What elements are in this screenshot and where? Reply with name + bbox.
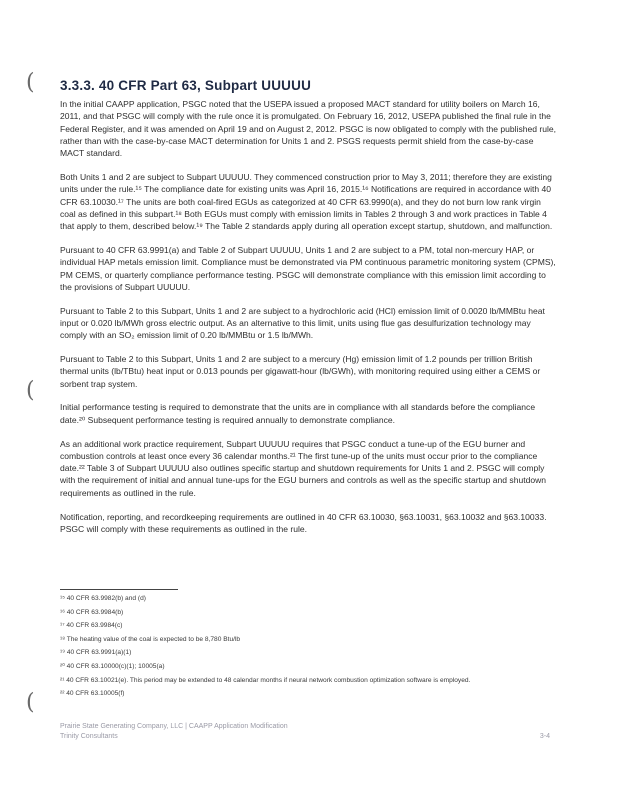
paragraph: In the initial CAAPP application, PSGC noted that the USEPA issued a proposed MACT standard for utility boilers on March 16, 2011, and that PSGC will comply with the rule once it is promulgated. On February 16, 2012, USEPA published the final rule in the Federal Register, and it was amended on April 19 and on August 2, 2012. PSGC is now obligated to comply with the published rule, rather than with the case-by-case MACT determination for Units 1 and 2. PSGS requests permit shield from the case-by-case MACT standard. bbox=[60, 99, 557, 159]
paragraph: Both Units 1 and 2 are subject to Subpart UUUUU. They commenced construction prior to May 3, 2011; therefore they are existing units under the rule.¹⁵ The compliance date for existing units was April 16, 2015.¹⁶ Notifications are required in accordance with 40 CFR 63.10030.¹⁷ The units are both coal-fired EGUs as categorized at 40 CFR 63.9990(a), and they do not burn low rank virgin coal as defined in this subpart.¹⁸ Both EGUs must comply with emission limits in Tables 2 through 3 and work practices in Table 4 that apply to them, described below.¹⁹ The Table 2 standards apply during all operation except startup, shutdown, and malfunction. bbox=[60, 171, 553, 232]
footnote: ¹⁵ 40 CFR 63.9982(b) and (d) bbox=[60, 595, 146, 602]
paragraph: As an additional work practice requirement, Subpart UUUUU requires that PSGC conduct a tune-up of the EGU burner and combustion controls at least once every 36 calendar months.²¹ The first tune-up of the units must occur prior to the compliance date.²² Table 3 of Subpart UUUUU also outlines specific startup and shutdown requirements for Units 1 and 2. PSGC will comply with the requirement of initial and annual tune-ups for the EGU burners and controls as well as the specific startup and shutdown requirements as outlined in the rule. bbox=[60, 438, 547, 498]
footnotes bbox=[60, 594, 540, 703]
footnote: ¹⁶ 40 CFR 63.9984(b) bbox=[60, 608, 124, 616]
footnote: ¹⁸ The heating value of the coal is expected to be 8,780 Btu/lb bbox=[60, 635, 241, 643]
binder-hole-mark: ( bbox=[26, 70, 35, 95]
paragraph: Notification, reporting, and recordkeeping requirements are outlined in 40 CFR 63.10030, §63.10031, §63.10032 and §63.10033. PSGC will comply with these requirements as outlined in the rule. bbox=[60, 511, 547, 534]
footer-consultant: Trinity Consultants bbox=[60, 732, 118, 740]
footnote: ¹⁷ 40 CFR 63.9984(c) bbox=[60, 622, 123, 630]
footnote: ²² 40 CFR 63.10005(f) bbox=[60, 690, 125, 698]
footnote-divider bbox=[60, 589, 178, 590]
footer-company: Prairie State Generating Company, LLC | CAAPP Application Modification bbox=[60, 723, 288, 730]
page-footer bbox=[60, 722, 558, 741]
page-number: 3-4 bbox=[539, 733, 550, 740]
paragraph: Pursuant to 40 CFR 63.9991(a) and Table 2 of Subpart UUUUU, Units 1 and 2 are subject to a PM, total non-mercury HAP, or individual HAP metals emission limit. Compliance must be demonstrated via PM continuous parametric monitoring system (CPMS), PM CEMS, or quarterly compliance performance testing. PSGC will demonstrate compliance with this emission limit according to the provisions of Subpart UUUUU. bbox=[60, 244, 556, 292]
paragraph: Initial performance testing is required to demonstrate that the units are in compliance with all standards before the compliance date.²⁰ Subsequent performance testing is required annually to demonstrate compliance. bbox=[60, 402, 536, 425]
section-heading: 3.3.3. 40 CFR Part 63, Subpart UUUUU bbox=[60, 78, 312, 93]
paragraph: Pursuant to Table 2 to this Subpart, Units 1 and 2 are subject to a mercury (Hg) emission limit of 1.2 pounds per trillion British thermal units (lb/TBtu) heat input or 0.013 pounds per gigawatt-hour (lb/GWh), with monitoring required using either a CEMS or sorbent trap system. bbox=[60, 354, 541, 389]
binder-hole-mark: ( bbox=[26, 378, 35, 403]
footnote: ²⁰ 40 CFR 63.10000(c)(1); 10005(a) bbox=[60, 662, 165, 670]
footnote: ¹⁹ 40 CFR 63.9991(a)(1) bbox=[60, 649, 132, 657]
section-body bbox=[60, 98, 558, 547]
binder-hole-mark: ( bbox=[26, 690, 35, 715]
footnote: ²¹ 40 CFR 63.10021(e). This period may be extended to 48 calendar months if neural network combustion optimization software is employed. bbox=[60, 676, 471, 684]
paragraph: Pursuant to Table 2 to this Subpart, Units 1 and 2 are subject to a hydrochloric acid (HCl) emission limit of 0.0020 lb/MMBtu heat input or 0.020 lb/MWh gross electric output. As an alternative to this limit, units using flue gas desulfurization technology may comply with an SO₂ emission limit of 0.20 lb/MMBtu or 1.5 lb/MWh. bbox=[60, 305, 545, 341]
